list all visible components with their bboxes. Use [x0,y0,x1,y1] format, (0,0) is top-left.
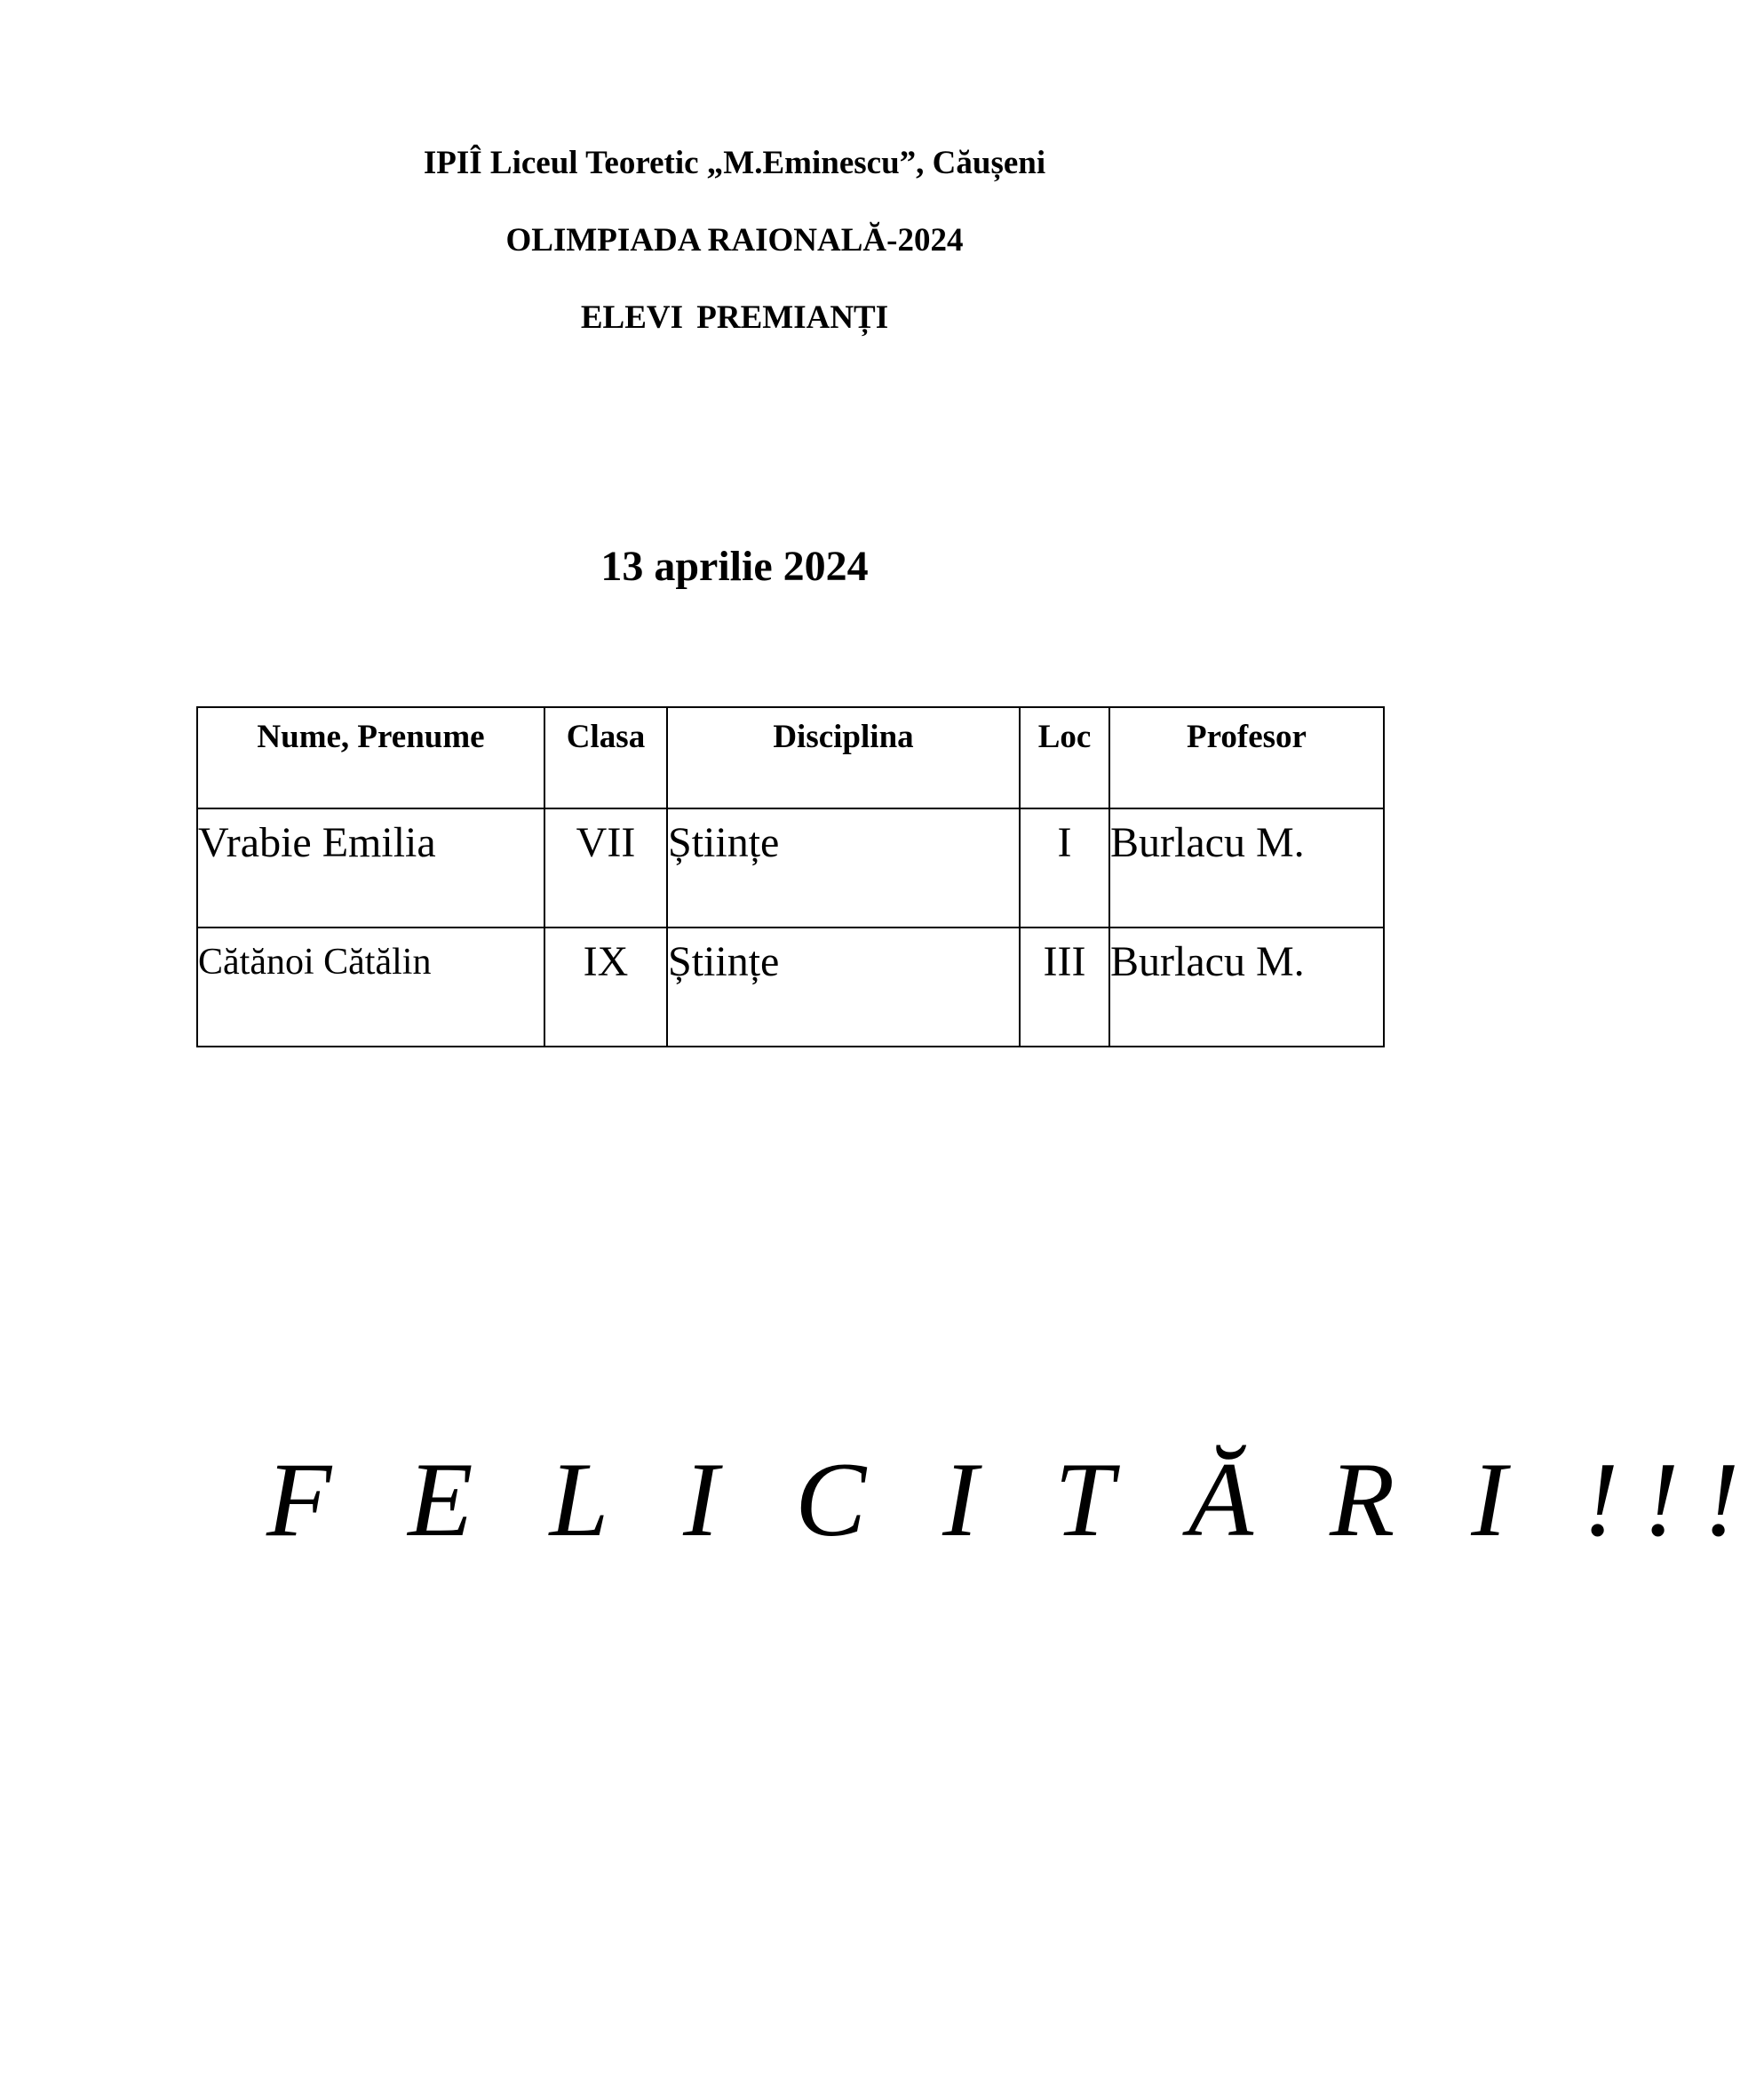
event-title: OLIMPIADA RAIONALĂ-2024 [505,222,964,259]
congratulations-text: F E L I C I T Ă R I !!! [266,1440,1764,1558]
results-table [196,706,1385,1047]
cell-name: Cătănoi Cătălin [197,928,544,1047]
event-date: 13 aprilie 2024 [600,543,869,590]
cell-loc: I [1020,808,1109,928]
column-header-clasa: Clasa [544,707,667,808]
cell-profesor: Burlacu M. [1109,928,1384,1047]
subtitle: ELEVI PREMIANȚI [580,299,889,336]
column-header-name: Nume, Prenume [197,707,544,808]
cell-profesor: Burlacu M. [1109,808,1384,928]
column-header-loc: Loc [1020,707,1109,808]
cell-clasa: IX [544,928,667,1047]
cell-name: Vrabie Emilia [197,808,544,928]
table-row [197,928,1384,1047]
column-header-profesor: Profesor [1109,707,1384,808]
cell-disciplina: Științe [667,808,1020,928]
table-header-row [197,707,1384,808]
column-header-disciplina: Disciplina [667,707,1020,808]
table-row [197,808,1384,928]
cell-clasa: VII [544,808,667,928]
school-title: IPIÎ Liceul Teoretic „M.Eminescu”, Căușeni [423,145,1046,181]
cell-disciplina: Științe [667,928,1020,1047]
cell-loc: III [1020,928,1109,1047]
